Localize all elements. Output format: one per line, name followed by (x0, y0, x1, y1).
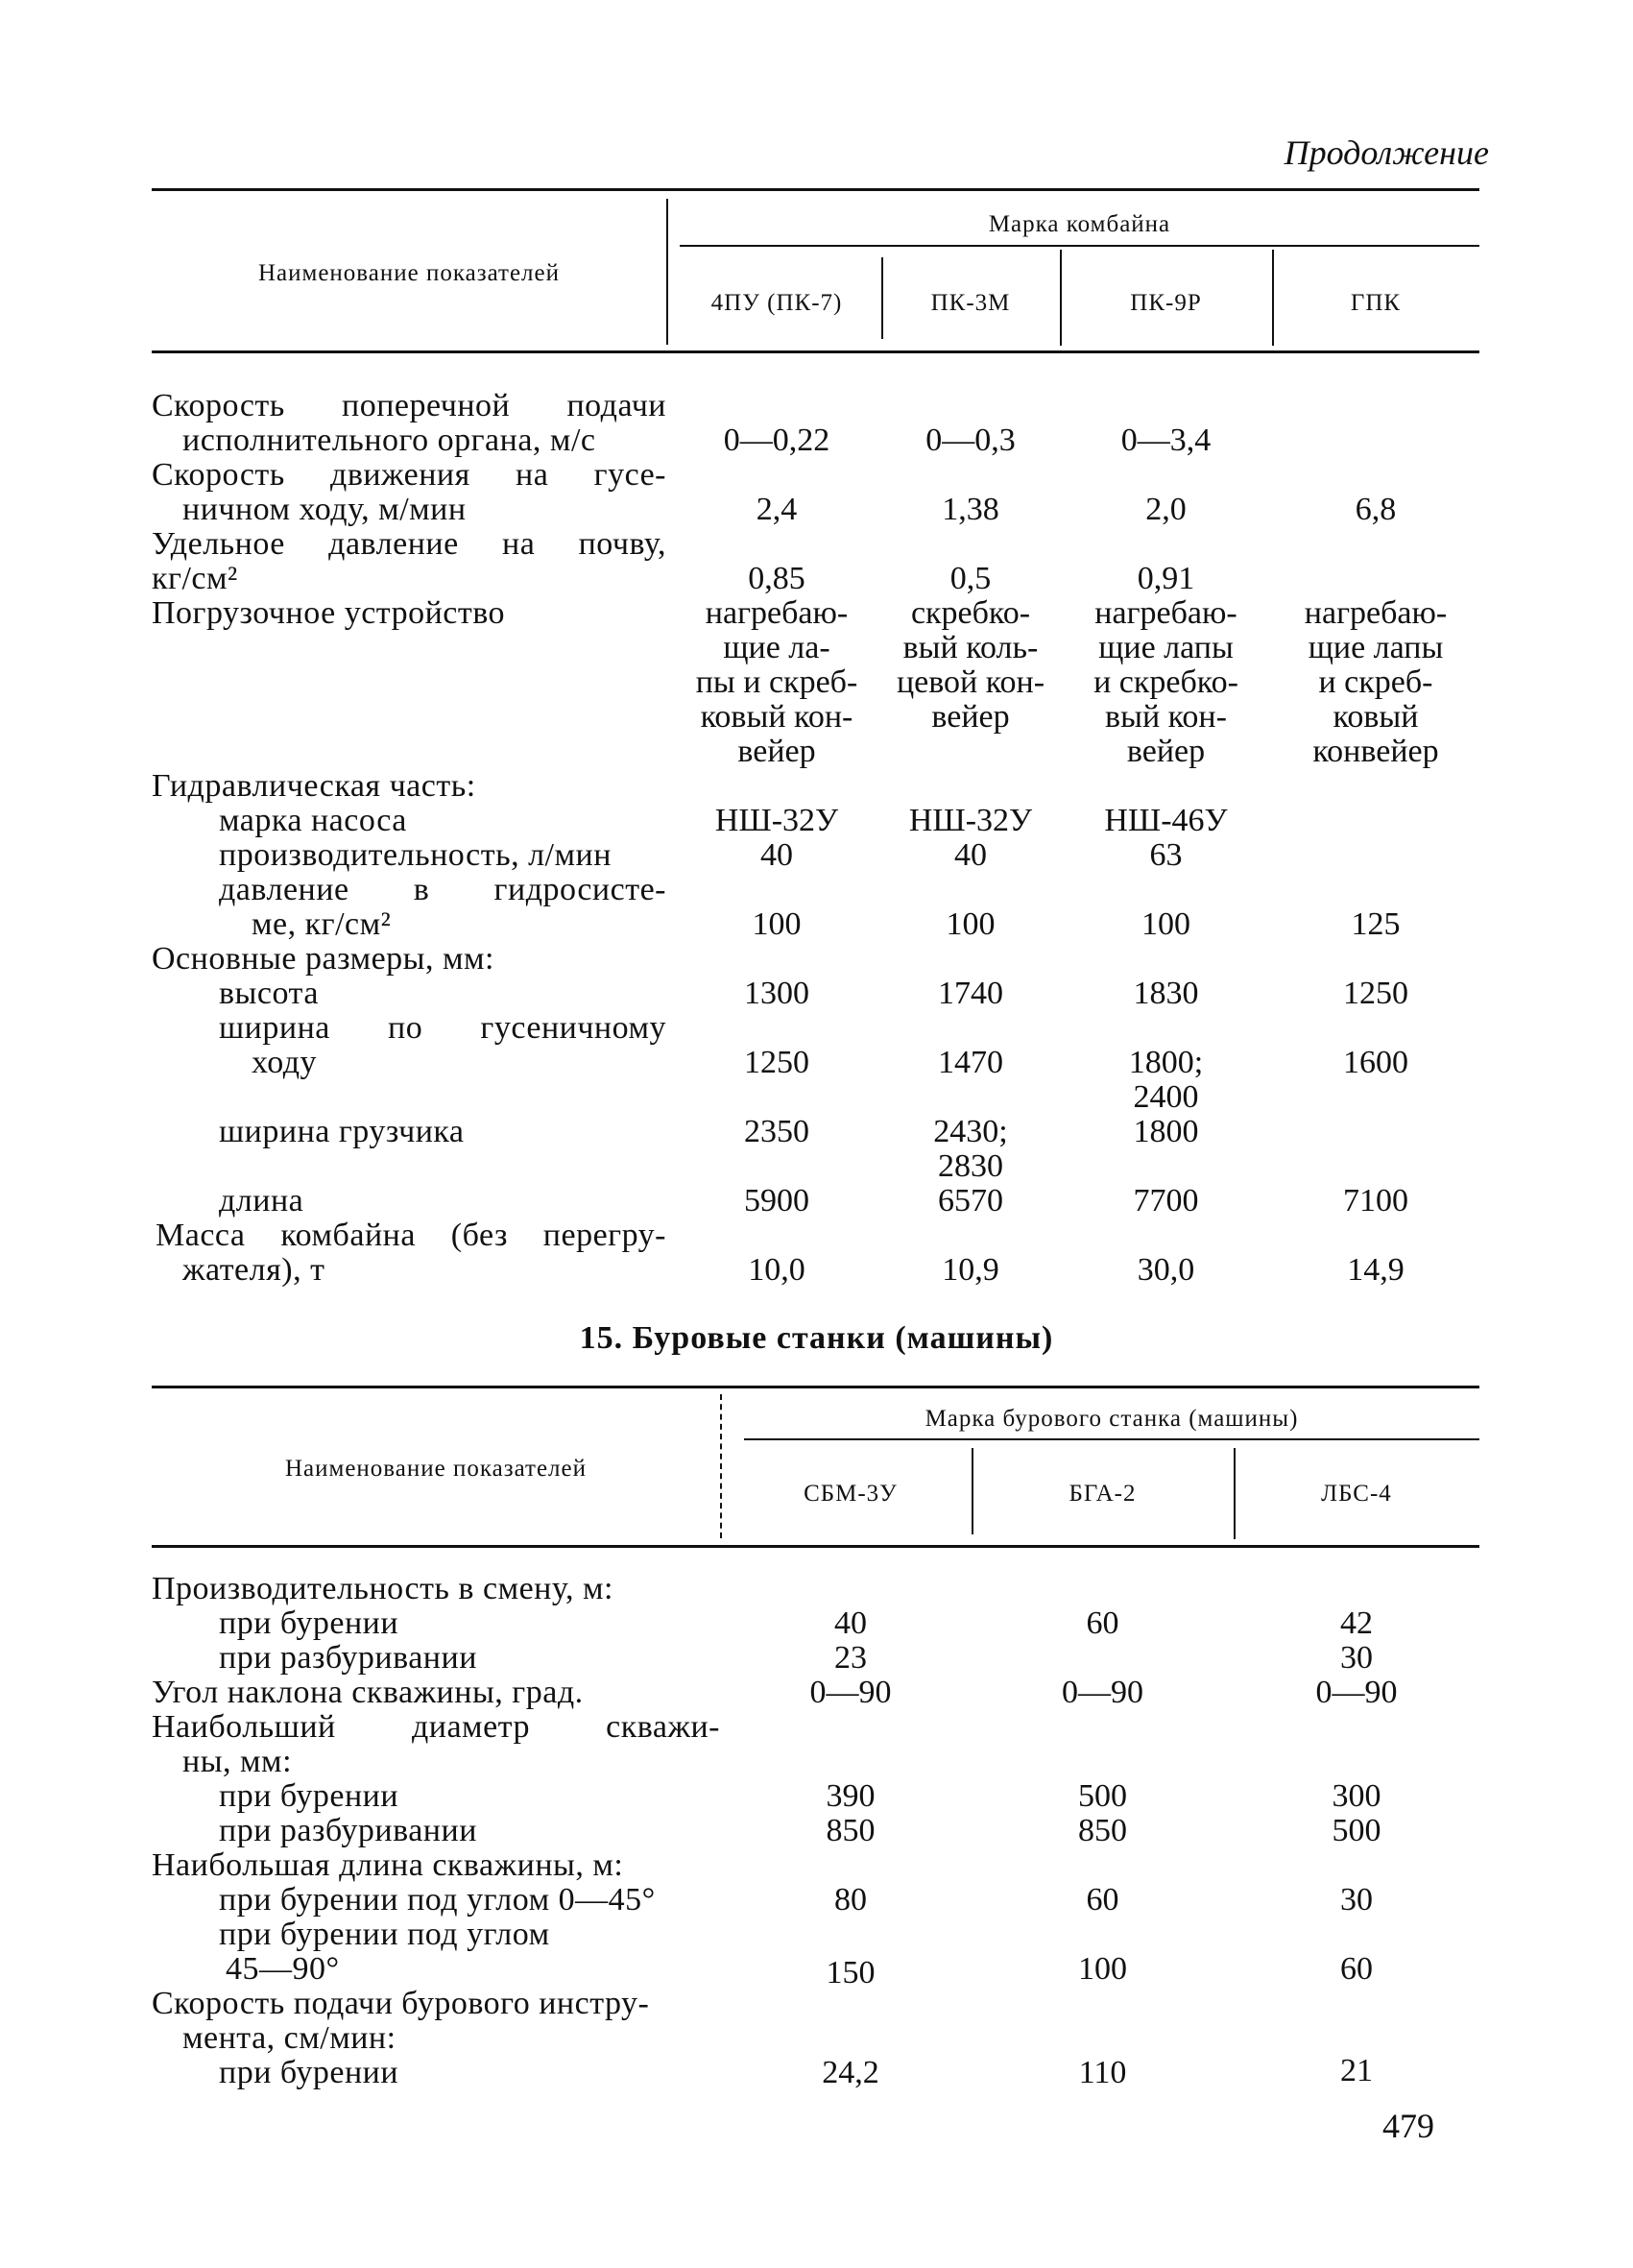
table-cell: 2,0 (1145, 492, 1187, 527)
table-cell: 1800; 2400 (1128, 1045, 1204, 1115)
table-cell: 1250 (744, 1045, 809, 1080)
row-label: кг/см² (152, 561, 238, 596)
table-cell: 110 (1078, 2055, 1127, 2090)
row-label: Масса комбайна (без перегру- (156, 1218, 666, 1253)
table2-top-rule (152, 1386, 1479, 1388)
table-cell: 60 (1340, 1951, 1373, 1987)
table1-header-bottom-rule (152, 350, 1479, 353)
section-title: 15. Буровые станки (машины) (579, 1320, 1054, 1356)
row-label: ничном ходу, м/мин (182, 492, 467, 527)
table1-top-rule (152, 188, 1479, 191)
row-label: ширина грузчика (219, 1114, 465, 1149)
table-cell: НШ-32У (908, 803, 1033, 838)
row-label: производительность, л/мин (219, 837, 612, 873)
table-cell: 500 (1078, 1778, 1127, 1814)
table2-group-header: Марка бурового станка (машины) (925, 1406, 1299, 1432)
row-label: Наибольшая длина скважины, м: (152, 1847, 624, 1883)
row-label: Основные размеры, мм: (152, 941, 494, 977)
table-cell: 1740 (938, 976, 1003, 1011)
table1-col-header: 4ПУ (ПК-7) (710, 290, 843, 316)
table-cell: НШ-32У (714, 803, 839, 838)
table-cell: 0,91 (1137, 561, 1195, 596)
table-cell: 7700 (1133, 1183, 1199, 1218)
table-cell: 40 (834, 1605, 867, 1641)
table1-col-header: ПК-3М (930, 290, 1011, 316)
row-label: Наибольший диаметр скважи- (152, 1709, 720, 1745)
table2-param-header: Наименование показателей (284, 1456, 588, 1482)
row-label: Погрузочное устройство (152, 595, 506, 631)
table-cell: 30 (1340, 1882, 1373, 1918)
table-cell: 500 (1332, 1813, 1381, 1848)
row-label: длина (219, 1183, 304, 1218)
table2-col-header: БГА-2 (1069, 1481, 1137, 1507)
table-cell: 1300 (744, 976, 809, 1011)
table-cell: 100 (752, 906, 802, 942)
table-cell: 100 (1078, 1951, 1127, 1987)
table-cell: 0—3,4 (1120, 422, 1212, 458)
row-label: при бурении (219, 1778, 399, 1814)
table-cell: 30 (1340, 1640, 1373, 1676)
table-cell: 10,0 (748, 1252, 805, 1288)
table-cell: 40 (954, 837, 987, 873)
table1-vrule-1 (666, 199, 668, 345)
row-label: при разбуривании (219, 1813, 477, 1848)
row-label: при бурении под углом 0—45° (219, 1882, 656, 1918)
row-label: марка насоса (219, 803, 407, 838)
table-cell: 850 (826, 1813, 876, 1848)
row-label: исполнительного органа, м/с (182, 422, 596, 458)
table-cell: 24,2 (822, 2055, 879, 2090)
table-cell: нагребаю- щие ла- пы и скреб- ковый кон- вейер (695, 595, 858, 769)
table-cell: 40 (760, 837, 793, 873)
table-cell: 42 (1340, 1605, 1373, 1641)
row-label: ширина по гусеничному (219, 1010, 666, 1046)
table2-col-header: СБМ-3У (804, 1481, 898, 1507)
table-cell: 21 (1340, 2053, 1373, 2088)
row-label: жателя), т (182, 1252, 325, 1288)
table-cell: 1250 (1343, 976, 1408, 1011)
table-cell: 1800 (1133, 1114, 1199, 1149)
row-label: Производительность в смену, м: (152, 1571, 613, 1606)
table-cell: нагребаю- щие лапы и скребко- вый кон- вейер (1093, 595, 1238, 769)
table-cell: 0—90 (1062, 1675, 1143, 1710)
row-label: при бурении (219, 1605, 399, 1641)
table-cell: 14,9 (1347, 1252, 1405, 1288)
page-number: 479 (1382, 2107, 1434, 2145)
table-cell: 63 (1149, 837, 1183, 873)
table-cell: 0—90 (809, 1675, 892, 1710)
table-cell: нагребаю- щие лапы и скреб- ковый конвейер (1304, 595, 1448, 769)
table-cell: 150 (826, 1955, 876, 1991)
table-cell: 300 (1332, 1778, 1381, 1814)
table2-group-rule (744, 1438, 1479, 1440)
table-cell: 5900 (744, 1183, 809, 1218)
row-label: мента, см/мин: (182, 2020, 396, 2056)
row-label: Скорость поперечной подачи (152, 388, 666, 423)
table-cell: 80 (834, 1882, 867, 1918)
row-label: ны, мм: (182, 1744, 293, 1779)
table-cell: 390 (826, 1778, 876, 1814)
row-label: 45—90° (226, 1951, 340, 1987)
table2-header-bottom-rule (152, 1545, 1479, 1548)
table-cell: 125 (1351, 906, 1401, 942)
row-label: высота (219, 976, 319, 1011)
table-cell: 0—0,22 (723, 422, 830, 458)
table-cell: 23 (834, 1640, 867, 1676)
table-cell: 60 (1086, 1882, 1119, 1918)
row-label: ходу (252, 1045, 318, 1080)
continuation-label: Продолжение (1284, 133, 1489, 172)
table-cell: 0,5 (949, 561, 992, 596)
table-cell: 100 (1141, 906, 1190, 942)
table-cell: 6570 (938, 1183, 1003, 1218)
table-cell: 850 (1078, 1813, 1127, 1848)
table1-param-header: Наименование показателей (257, 260, 561, 286)
table-cell: 0—0,3 (925, 422, 1016, 458)
row-label: Угол наклона скважины, град. (152, 1675, 584, 1710)
row-label: при разбуривании (219, 1640, 477, 1676)
row-label: давление в гидросисте- (219, 872, 666, 907)
table-cell: 0—90 (1315, 1675, 1398, 1710)
table1-group-header: Марка комбайна (988, 211, 1171, 237)
row-label: ме, кг/см² (252, 906, 392, 942)
table-cell: 6,8 (1355, 492, 1397, 527)
table-cell: 1470 (938, 1045, 1003, 1080)
table1-col-header: ГПК (1350, 290, 1402, 316)
table-cell: 2350 (744, 1114, 809, 1149)
row-label: Гидравлическая часть: (152, 768, 476, 804)
table-cell: 1600 (1343, 1045, 1408, 1080)
row-label: Скорость подачи бурового инстру- (152, 1986, 650, 2021)
table-cell: 0,85 (748, 561, 805, 596)
table1-col-header: ПК-9Р (1130, 290, 1202, 316)
row-label: Удельное давление на почву, (152, 526, 666, 562)
table-cell: 60 (1086, 1605, 1119, 1641)
table-cell: 7100 (1343, 1183, 1408, 1218)
table-cell: 30,0 (1137, 1252, 1195, 1288)
table2-col-header: ЛБС-4 (1321, 1481, 1392, 1507)
row-label: Скорость движения на гусе- (152, 457, 666, 493)
table2-vrule-1 (720, 1394, 722, 1538)
table-cell: 2430; 2830 (933, 1114, 1008, 1184)
table-cell: скребко- вый коль- цевой кон- вейер (896, 595, 1045, 735)
table-cell: НШ-46У (1104, 803, 1228, 838)
row-label: при бурении под углом (219, 1917, 550, 1952)
table-cell: 1830 (1133, 976, 1199, 1011)
table-cell: 2,4 (756, 492, 798, 527)
table-cell: 1,38 (942, 492, 999, 527)
row-label: при бурении (219, 2055, 399, 2090)
table1-group-rule (680, 245, 1479, 247)
table-cell: 100 (946, 906, 996, 942)
table-cell: 10,9 (942, 1252, 999, 1288)
